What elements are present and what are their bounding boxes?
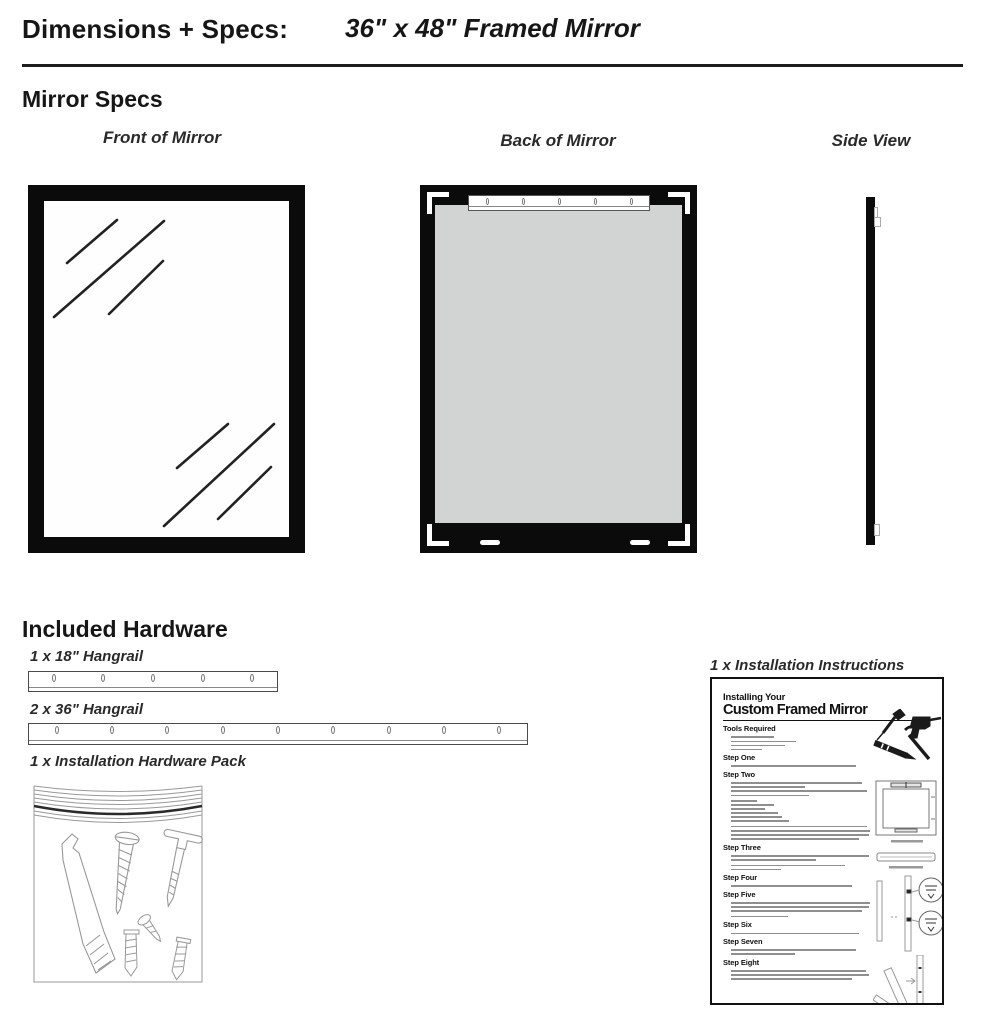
hanging-bracket-tool-icon [62,834,115,973]
instruction-text-block [731,865,873,871]
instruction-text-line [731,970,866,972]
instruction-text-line [731,834,869,836]
instruction-text-line [731,830,870,832]
rail-hole [201,674,205,682]
front-mirror-diagram [28,185,305,553]
instruction-text-block [731,902,873,912]
instruction-text-line [731,885,852,887]
mounted-hangrail [468,195,650,211]
wall-hook-bottom-icon [874,524,880,536]
instruction-text-line [731,855,869,857]
instruction-text-line [731,916,788,918]
instruction-text-line [731,910,862,912]
wall-hook-top-icon [874,217,881,227]
instruction-text-block [731,916,873,918]
mirror-specs-heading: Mirror Specs [22,86,163,112]
back-mirror-diagram [420,185,697,553]
instruction-text-block [731,933,873,935]
hangrail-36-label: 2 x 36" Hangrail [30,701,143,718]
instruction-text-line [731,859,816,861]
corner-bracket-top-right-icon [668,192,690,214]
rail-hole [52,674,56,682]
rail-hole [522,198,525,205]
screw-icon [105,831,140,916]
instruction-text-line [731,838,859,840]
instruction-text-block [731,970,873,980]
instruction-text-line [731,865,845,867]
instruction-text-line [731,953,795,955]
bumper-left-icon [480,540,500,545]
instruction-text-line [731,906,869,908]
rail-hole [331,726,335,734]
rail-hole [250,674,254,682]
instruction-text-line [731,800,757,802]
mirror-shine-lines [44,201,289,537]
instruction-text-block [731,826,873,840]
rail-diagram-icon [875,851,939,871]
instruction-step-heading: Tools Required [723,724,776,734]
rail-hole [594,198,597,205]
rail-hole [497,726,501,734]
included-hardware-heading: Included Hardware [22,616,228,642]
instruction-text-line [731,826,867,828]
instruction-text-line [731,745,785,747]
rail-hole [55,726,59,734]
diagram-caption-line [891,840,923,843]
hangrail-36-graphic [28,723,528,745]
tilt-install-diagram-icon [873,955,944,1005]
wall-anchor-icon [124,930,139,976]
instruction-text-line [731,804,774,806]
instruction-text-block [731,800,873,822]
instruction-text-line [731,786,805,788]
page-subtitle: 36" x 48" Framed Mirror [345,13,640,43]
instruction-text-block [731,765,873,767]
instruction-text-line [731,741,796,743]
instruction-text-line [731,816,782,818]
instruction-step-heading: Step Five [723,889,756,899]
instruction-text-block [731,949,873,955]
rail-hole [558,198,561,205]
hangrail-18-label: 1 x 18" Hangrail [30,648,143,665]
bag-seal-line [34,806,202,814]
rail-hole [110,726,114,734]
instruction-text-line [731,869,781,871]
instruction-text-line [731,765,856,767]
back-view-label: Back of Mirror [500,131,616,150]
rail-hole [101,674,105,682]
instruction-text-line [731,902,870,904]
frame-diagram-icon [875,777,939,847]
instruction-step-heading: Step Eight [723,957,760,967]
instruction-text-line [731,808,765,810]
instruction-text-line [731,974,869,976]
tools-illustration [871,709,943,769]
instruction-text-line [731,795,809,797]
hardware-pack-bag-illustration [30,780,206,986]
bumper-right-icon [630,540,650,545]
instruction-title-line2: Custom Framed Mirror [723,701,868,718]
rail-hole [630,198,633,205]
instruction-text-block [731,855,873,861]
rail-hole [276,726,280,734]
rail-hole [442,726,446,734]
corner-bracket-bottom-left-icon [427,524,449,546]
instruction-text-line [731,978,852,980]
instruction-text-block [731,736,873,750]
hardware-pack-label: 1 x Installation Hardware Pack [30,753,246,770]
rail-hole [486,198,489,205]
instruction-text-line [731,736,774,738]
instruction-sheet [710,677,944,1005]
hangrail-18-graphic [28,671,278,692]
instruction-text-block [731,782,873,796]
instruction-step-heading: Step Seven [723,937,763,947]
instructions-label: 1 x Installation Instructions [710,657,905,674]
instruction-step-heading: Step Two [723,769,755,779]
instruction-text-line [731,790,867,792]
rail-screws-callout-icon [871,875,944,953]
t-screw-icon [149,829,203,910]
corner-bracket-top-left-icon [427,192,449,214]
rail-hole [221,726,225,734]
instruction-step-heading: Step Three [723,842,761,852]
instruction-text-line [731,949,856,951]
page-title: Dimensions + Specs: [22,14,289,44]
instruction-text-line [731,782,862,784]
corner-bracket-bottom-right-icon [668,524,690,546]
front-view-label: Front of Mirror [102,128,222,147]
instruction-steps [723,725,873,980]
instruction-step-heading: Step One [723,753,756,763]
header-divider [22,64,963,67]
small-screw-icon [136,913,165,946]
rail-hole [387,726,391,734]
instruction-text-line [731,933,859,935]
side-view-label: Side View [831,131,911,150]
instruction-text-block [731,885,873,887]
instruction-step-heading: Step Six [723,920,752,930]
instruction-step-heading: Step Four [723,873,758,883]
rail-hole [151,674,155,682]
wall-anchor-icon [170,937,191,981]
instruction-text-line [731,820,789,822]
rail-hole [165,726,169,734]
mirror-backing-panel [435,205,682,523]
instruction-text-line [731,749,762,751]
instruction-text-line [731,812,778,814]
side-view-bar [866,197,875,545]
instruction-title-line1: Installing Your [723,692,786,703]
